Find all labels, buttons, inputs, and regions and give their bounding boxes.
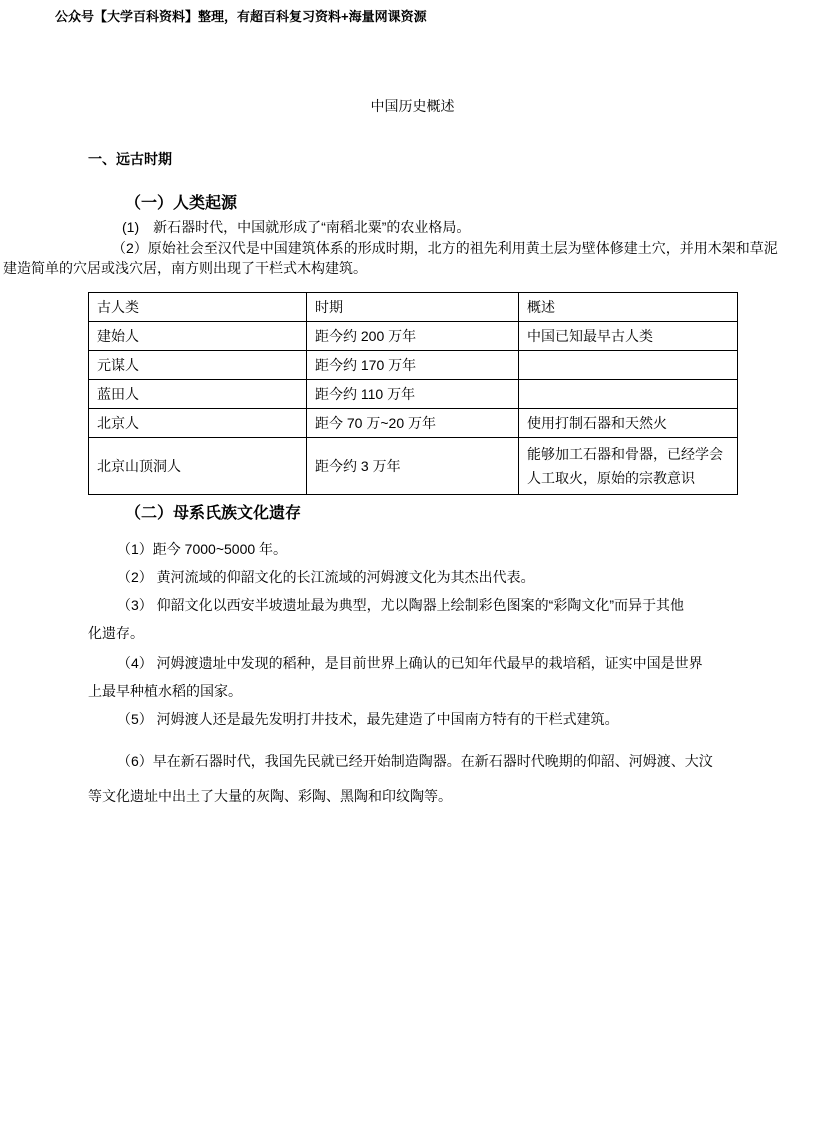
table-row [89, 438, 738, 495]
paragraph-line: 建造简单的穴居或浅穴居，南方则出现了干栏式木构建筑。 [3, 260, 367, 276]
table-cell: 距今 70 万~20 万年 [307, 409, 519, 438]
paragraph-line: (1) 新石器时代，中国就形成了“南稻北粟”的农业格局。 [122, 219, 471, 235]
document-title: 中国历史概述 [370, 98, 455, 114]
table-cell: 距今约 200 万年 [307, 322, 519, 351]
table-cell: 元谋人 [89, 351, 307, 380]
section-heading: 一、远古时期 [88, 151, 172, 167]
table-cell: 距今约 110 万年 [307, 380, 519, 409]
list-item-continuation: 上最早种植水稻的国家。 [88, 683, 242, 699]
list-item: （6）早在新石器时代，我国先民就已经开始制造陶器。在新石器时代晚期的仰韶、河姆渡、大汶 [117, 753, 713, 769]
table-cell: 北京人 [89, 409, 307, 438]
table-header-cell: 概述 [519, 293, 738, 322]
subsection-2-heading: （二）母系氏族文化遗存 [125, 505, 302, 522]
table-row [89, 380, 738, 409]
list-item: （1）距今 7000~5000 年。 [117, 541, 288, 557]
table-row [89, 322, 738, 351]
table-cell: 能够加工石器和骨器，已经学会人工取火，原始的宗教意识 [519, 438, 738, 495]
table-cell: 北京山顶洞人 [89, 438, 307, 495]
table-row [89, 409, 738, 438]
ancient-humans-table [88, 292, 738, 495]
table-header-row [89, 293, 738, 322]
table-cell: 蓝田人 [89, 380, 307, 409]
table-header-cell: 时期 [307, 293, 519, 322]
subsection-1-heading: （一）人类起源 [125, 195, 238, 212]
table-cell [519, 351, 738, 380]
table-cell: 建始人 [89, 322, 307, 351]
table-header-cell: 古人类 [89, 293, 307, 322]
table-cell: 使用打制石器和天然火 [519, 409, 738, 438]
table-cell [519, 380, 738, 409]
table-row [89, 351, 738, 380]
table-cell: 距今约 3 万年 [307, 438, 519, 495]
table-cell: 中国已知最早古人类 [519, 322, 738, 351]
list-item: （4） 河姆渡遗址中发现的稻种，是目前世界上确认的已知年代最早的栽培稻，证实中国是世界 [117, 655, 703, 671]
list-item: （5） 河姆渡人还是最先发明打井技术，最先建造了中国南方特有的干栏式建筑。 [117, 711, 619, 727]
page-header-note: 公众号【大学百科资料】整理，有超百科复习资料+海量网课资源 [55, 9, 427, 24]
list-item-continuation: 等文化遗址中出土了大量的灰陶、彩陶、黑陶和印纹陶等。 [88, 788, 452, 804]
table-cell: 距今约 170 万年 [307, 351, 519, 380]
list-item: （2） 黄河流域的仰韶文化的长江流域的河姆渡文化为其杰出代表。 [117, 569, 535, 585]
list-item-continuation: 化遗存。 [88, 625, 144, 641]
list-item: （3） 仰韶文化以西安半坡遗址最为典型，尤以陶器上绘制彩色图案的“彩陶文化”而异于其他 [117, 597, 684, 613]
paragraph-line: （2）原始社会至汉代是中国建筑体系的形成时期，北方的祖先利用黄土层为壁体修建土穴，并用木架和草泥 [112, 240, 778, 256]
